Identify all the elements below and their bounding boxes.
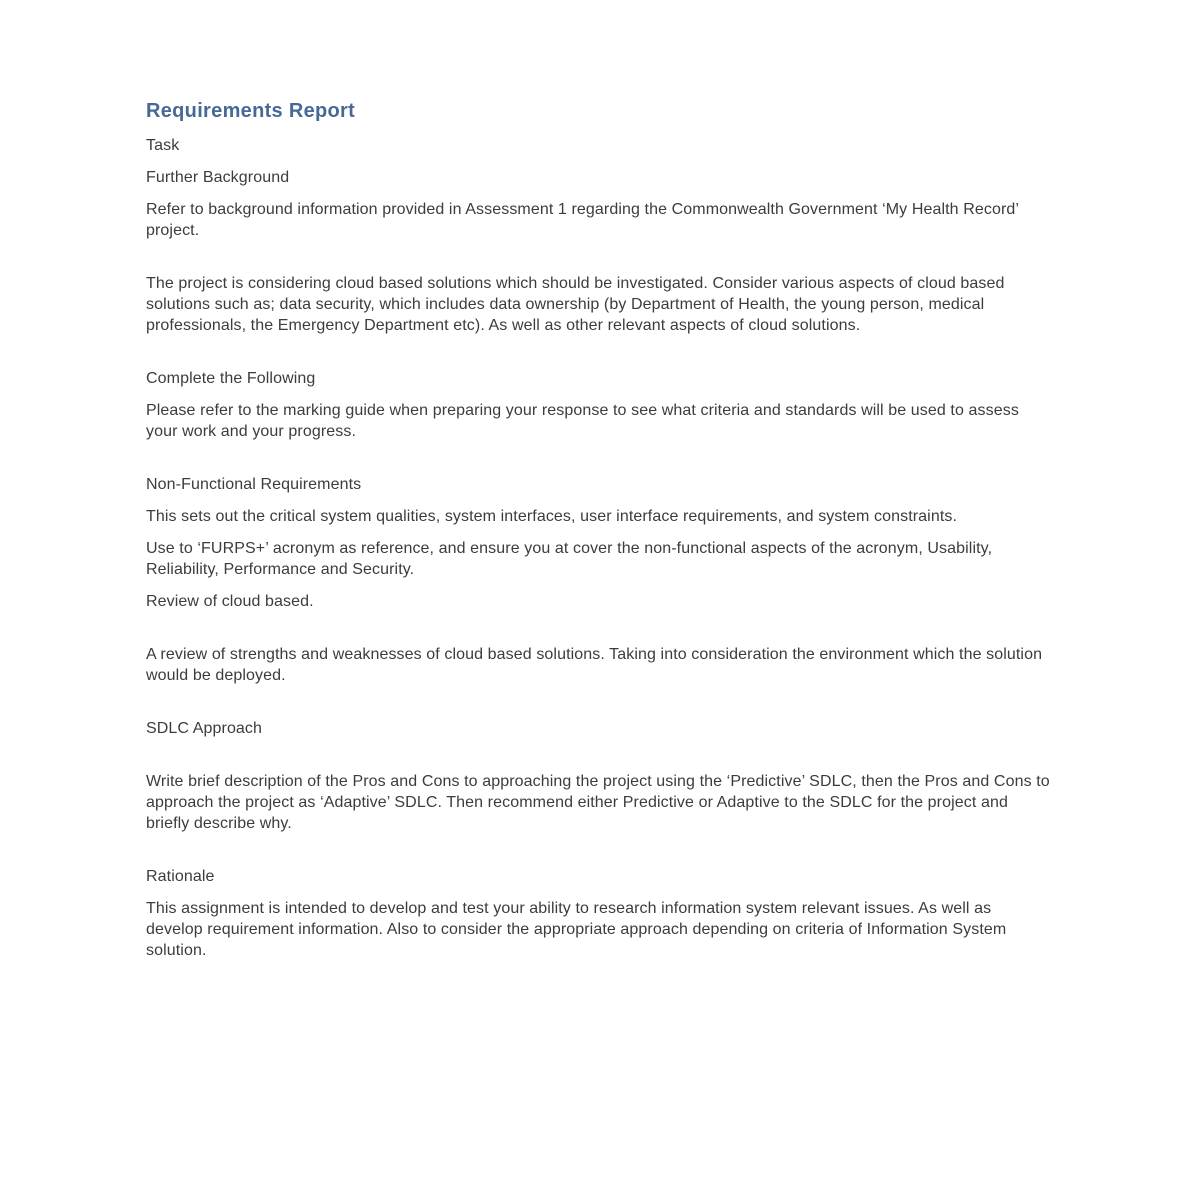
document-title: Requirements Report xyxy=(146,100,356,122)
paragraph-refer-background: Refer to background information provided in Assessment 1 regarding the Commonwealth Government ‘My Health Record’ project. xyxy=(146,201,1019,239)
paragraph-strengths-weaknesses: A review of strengths and weaknesses of cloud based solutions. Taking into consideration the environment which the solution would be deployed. xyxy=(146,646,1043,684)
paragraph-non-functional-requirements-heading: Non-Functional Requirements xyxy=(146,476,362,493)
paragraph-rationale-heading: Rationale xyxy=(146,868,215,885)
paragraph-assignment-purpose: This assignment is intended to develop and test your ability to research information system relevant issues. As well as develop requirement information. Also to consider the appropriate approach depending on criteria of Information System solution. xyxy=(146,900,1007,959)
paragraph-marking-guide: Please refer to the marking guide when preparing your response to see what criteria and standards will be used to assess your work and your progress. xyxy=(146,402,1019,440)
paragraph-system-qualities: This sets out the critical system qualities, system interfaces, user interface requirements, and system constraints. xyxy=(146,508,958,525)
paragraph-pros-cons: Write brief description of the Pros and Cons to approaching the project using the ‘Predictive’ SDLC, then the Pros and Cons to approach the project as ‘Adaptive’ SDLC. Then recommend either Predictive or Adaptive to the SDLC for the project and briefly describe why. xyxy=(146,773,1050,832)
document-page xyxy=(146,99,1052,972)
paragraph-furps-acronym: Use to ‘FURPS+’ acronym as reference, and ensure you at cover the non-functional aspects of the acronym, Usability, Reliability, Performance and Security. xyxy=(146,540,993,578)
paragraph-sdlc-approach-heading: SDLC Approach xyxy=(146,720,263,737)
paragraph-review-cloud-based: Review of cloud based. xyxy=(146,593,314,610)
paragraph-further-background-heading: Further Background xyxy=(146,169,290,186)
paragraph-cloud-solutions: The project is considering cloud based solutions which should be investigated. Consider various aspects of cloud based solutions such as; data security, which includes data ownership (by Department of Health, the young person, medical professionals, the Emergency Department etc). As well as other relevant aspects of cloud solutions. xyxy=(146,275,1005,334)
paragraph-complete-following-heading: Complete the Following xyxy=(146,370,316,387)
paragraph-task-heading: Task xyxy=(146,137,180,154)
